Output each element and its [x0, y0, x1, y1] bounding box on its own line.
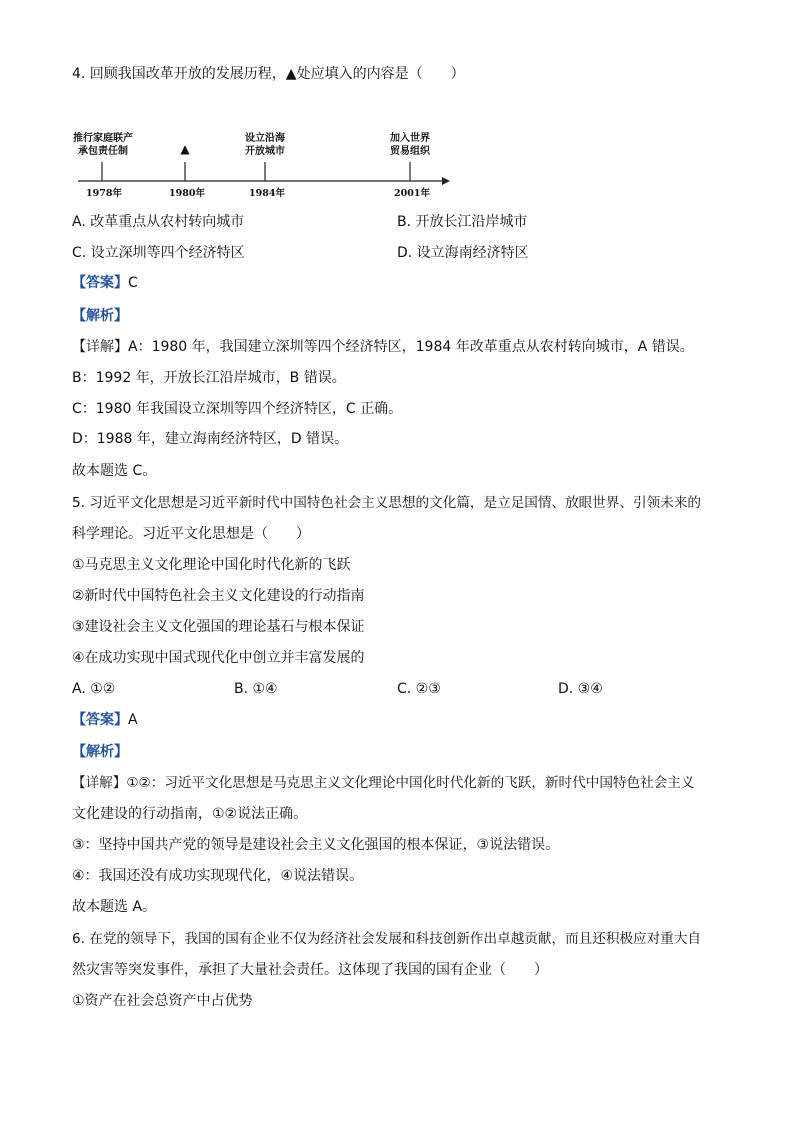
- q5-analysis-tag: 【解析】: [72, 744, 128, 760]
- q5-option-b: B. ①④: [234, 681, 278, 697]
- timeline-event-1978: 推行家庭联产 承包责任制: [73, 133, 133, 157]
- q4-option-c: C. 设立深圳等四个经济特区: [72, 245, 245, 261]
- timeline-event-1984: 设立沿海 开放城市: [245, 133, 285, 157]
- q4-option-a: A. 改革重点从农村转向城市: [72, 214, 245, 230]
- q5-item: ③建设社会主义文化强国的理论基石与根本保证: [72, 619, 365, 635]
- q5-option-d: D. ③④: [558, 681, 603, 697]
- timeline-year-1980: 1980年: [169, 188, 205, 199]
- q4-option-b: B. 开放长江沿岸城市: [397, 214, 528, 230]
- timeline-year-1984: 1984年: [249, 188, 285, 199]
- q4-analysis-tag: 【解析】: [72, 308, 128, 324]
- q6-stem: 然灾害等突发事件，承担了大量社会责任。这体现了我国的国有企业（ ）: [72, 962, 548, 978]
- q6-stem: 6. 在党的领导下，我国的国有企业不仅为经济社会发展和科技创新作出卓越贡献，而且还积极应对重大自: [72, 931, 702, 947]
- q5-item: ①马克思主义文化理论中国化时代化新的飞跃: [72, 557, 351, 573]
- triangle-marker-icon: ▲: [180, 142, 190, 156]
- q4-detail-line: B：1992 年，开放长江沿岸城市，B 错误。: [72, 370, 346, 386]
- q5-conclusion: 故本题选 A。: [72, 899, 157, 915]
- q5-detail-line: 文化建设的行动指南，①②说法正确。: [72, 806, 308, 822]
- timeline-diagram: [74, 126, 454, 202]
- q5-item: ②新时代中国特色社会主义文化建设的行动指南: [72, 588, 365, 604]
- q5-stem: 科学理论。习近平文化思想是（ ）: [72, 526, 310, 542]
- q5-option-c: C. ②③: [397, 681, 441, 697]
- q4-detail-line: D：1988 年，建立海南经济特区，D 错误。: [72, 431, 349, 447]
- q5-detail-line: ④：我国还没有成功实现现代化，④说法错误。: [72, 868, 364, 884]
- q5-detail-line: 【详解】①②：习近平文化思想是马克思主义文化理论中国化时代化新的飞跃，新时代中国特色社会主义: [72, 775, 695, 791]
- timeline-event-2001: 加入世界 贸易组织: [390, 133, 430, 157]
- q5-detail-line: ③：坚持中国共产党的领导是建设社会主义文化强国的根本保证，③说法错误。: [72, 837, 560, 853]
- q4-conclusion: 故本题选 C。: [72, 463, 157, 479]
- q5-item: ④在成功实现中国式现代化中创立并丰富发展的: [72, 650, 365, 666]
- timeline-year-1978: 1978年: [86, 188, 122, 199]
- q4-detail-line: C：1980 年我国设立深圳等四个经济特区，C 正确。: [72, 401, 403, 417]
- q4-stem: 4. 回顾我国改革开放的发展历程，▲处应填入的内容是（ ）: [72, 66, 465, 82]
- q4-detail-line: 【详解】A：1980 年，我国建立深圳等四个经济特区，1984 年改革重点从农村转向城市，A 错误。: [72, 339, 694, 355]
- q5-option-a: A. ①②: [72, 681, 116, 697]
- q5-answer: 【答案】A: [72, 712, 138, 728]
- timeline-year-2001: 2001年: [394, 188, 430, 199]
- q6-item: ①资产在社会总资产中占优势: [72, 993, 253, 1009]
- q4-option-d: D. 设立海南经济特区: [397, 245, 529, 261]
- q4-answer: 【答案】C: [72, 275, 138, 291]
- q5-stem: 5. 习近平文化思想是习近平新时代中国特色社会主义思想的文化篇，是立足国情、放眼世界、引领未来的: [72, 495, 702, 511]
